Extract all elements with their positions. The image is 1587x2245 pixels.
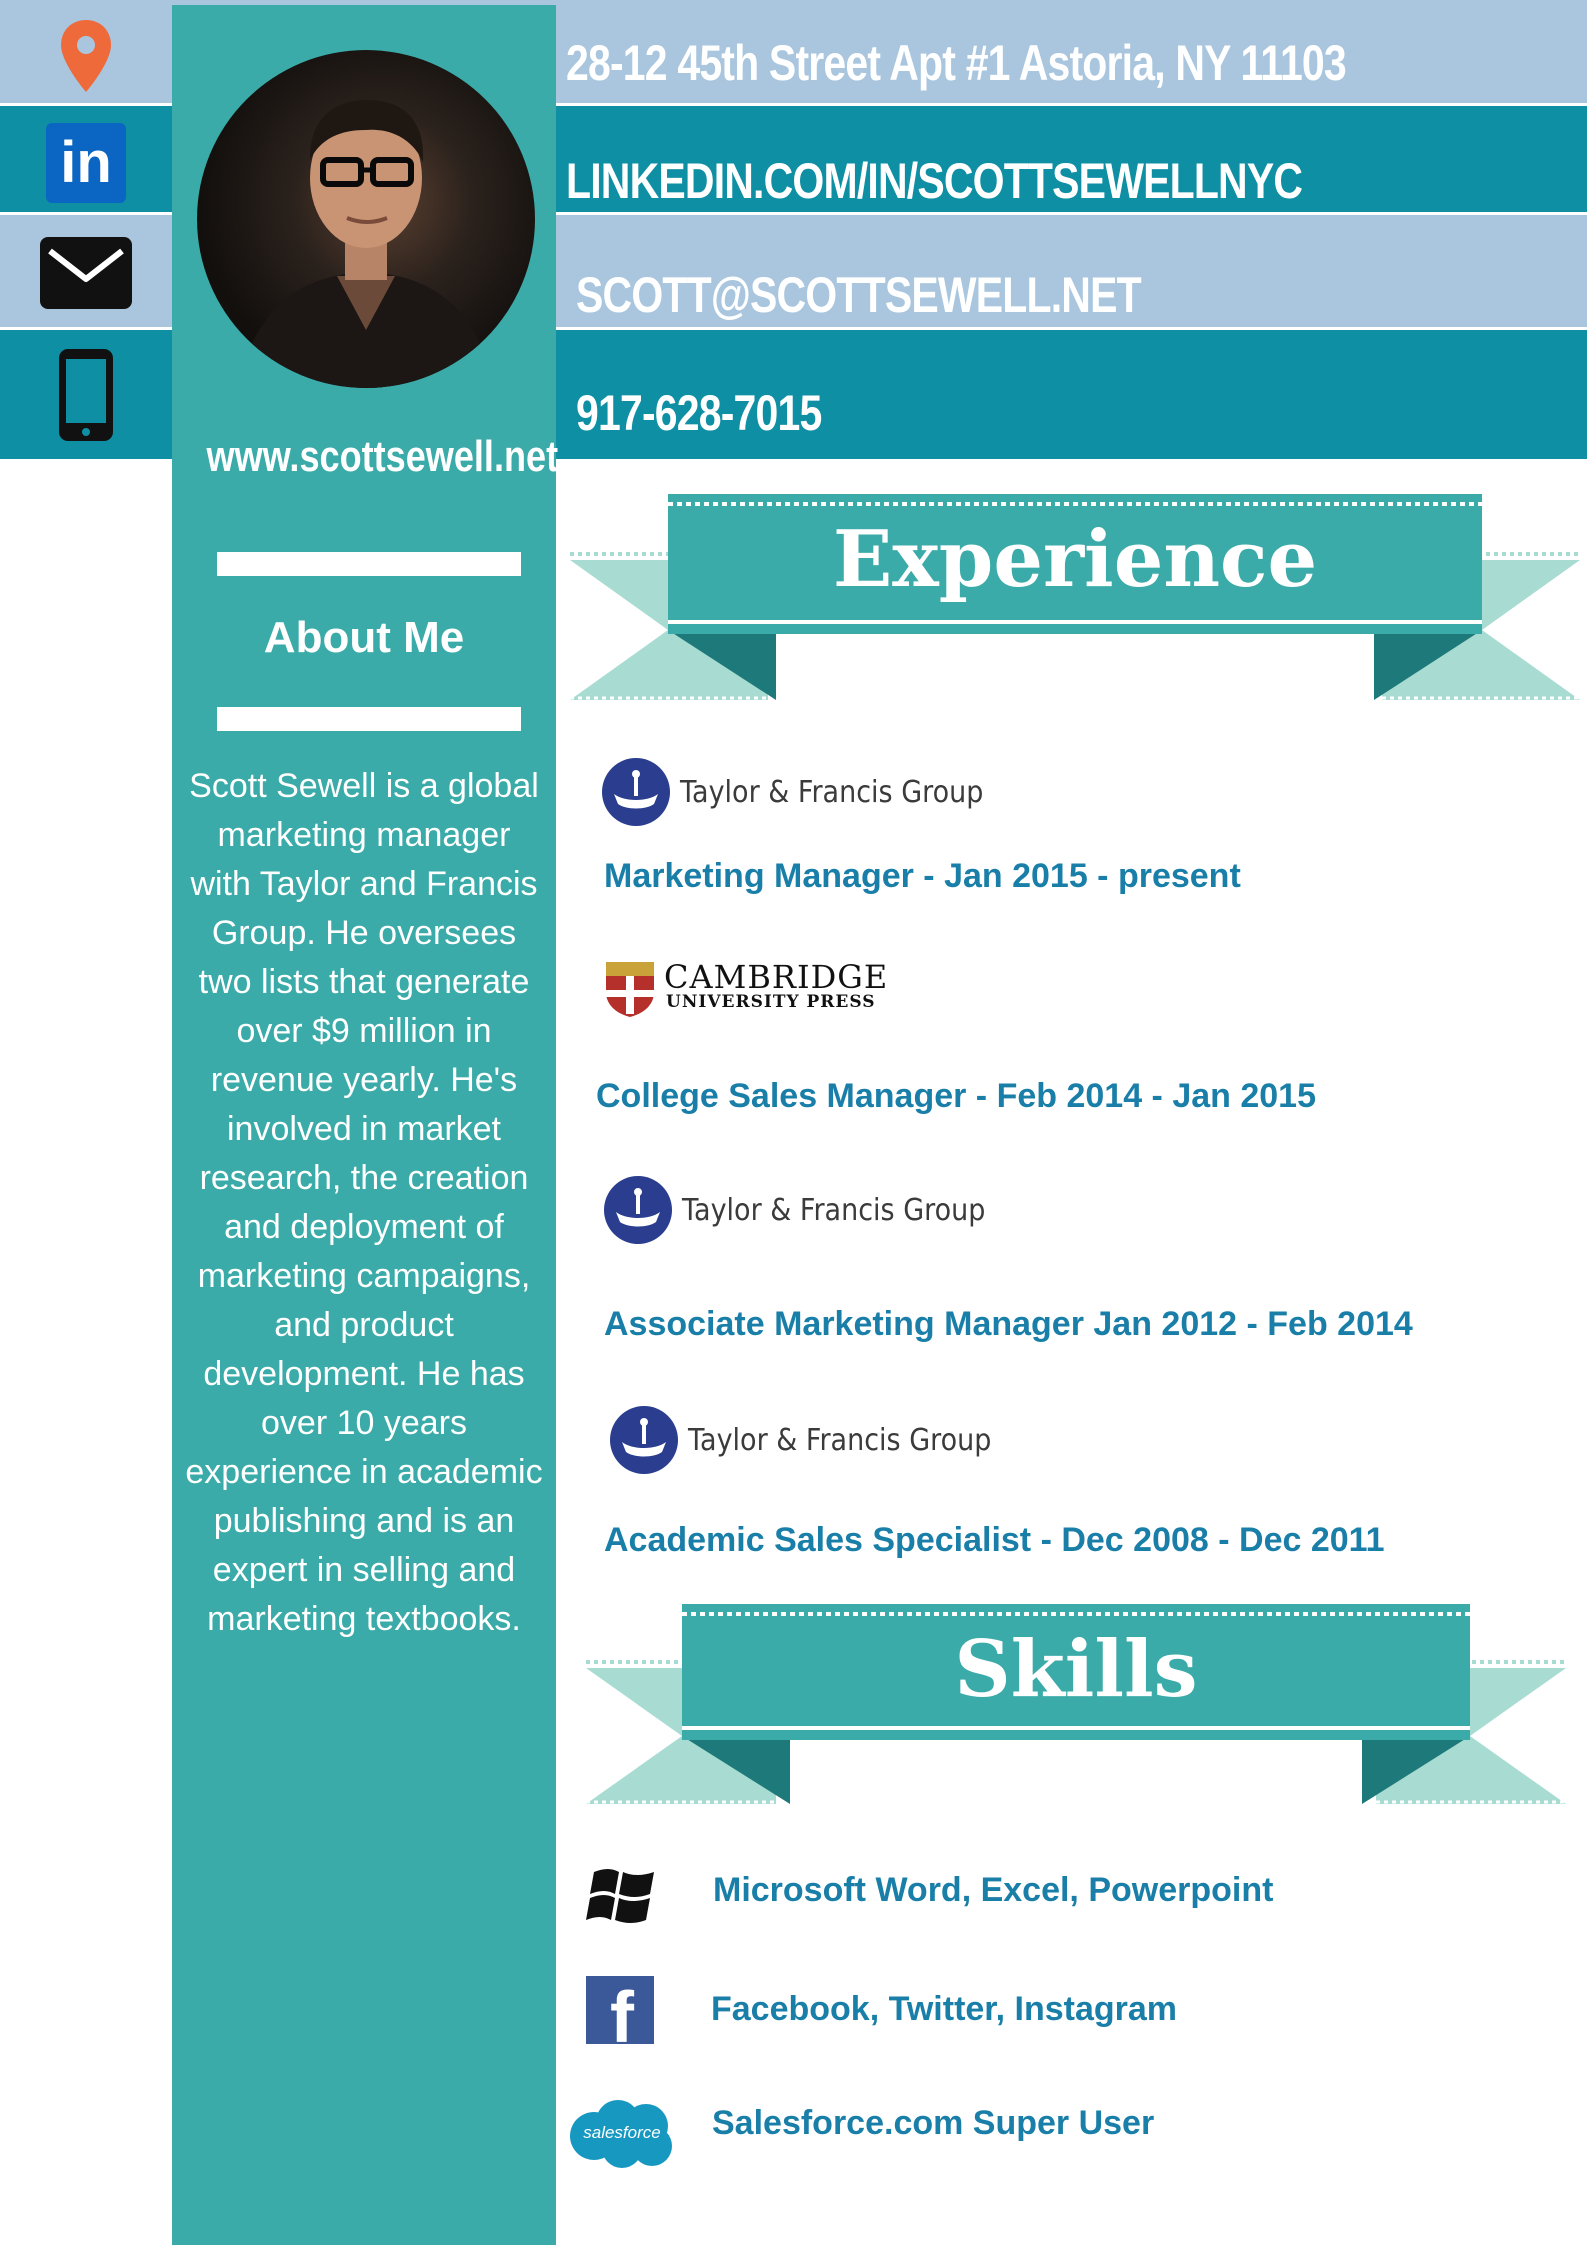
address-text: 28-12 45th Street Apt #1 Astoria, NY 11103 <box>566 35 1346 91</box>
skill-label: Microsoft Word, Excel, Powerpoint <box>713 1871 1274 1909</box>
about-me-heading: About Me <box>263 613 465 662</box>
profile-photo <box>197 50 535 388</box>
company-name: Taylor & Francis Group <box>688 1423 992 1458</box>
cambridge-logo <box>604 960 656 1018</box>
linkedin-link[interactable]: LINKEDIN.COM/IN/SCOTTSEWELLNYC <box>566 153 1303 209</box>
taylor-francis-icon <box>608 1404 680 1476</box>
company-name: Taylor & Francis Group <box>680 775 984 810</box>
location-pin-icon <box>58 18 114 94</box>
skills-heading: Skills <box>954 1624 1198 1715</box>
job-title: Marketing Manager - Jan 2015 - present <box>604 857 1241 895</box>
cambridge-subname: UNIVERSITY PRESS <box>666 992 876 1012</box>
phone-icon-cell <box>0 345 172 445</box>
about-me-text: Scott Sewell is a global marketing manager with Taylor and Francis Group. He oversees two lists that generate over $9 million in revenue yearly. He's involved in market research, the creation and deployment of marketing campaigns, and product development. He has over 10 years experience in academic publishing and is an expert in selling and marketing textbooks. <box>185 767 543 1638</box>
skill-label: Salesforce.com Super User <box>712 2104 1155 2142</box>
linkedin-icon-cell <box>0 122 172 204</box>
cambridge-crest-icon <box>604 960 656 1018</box>
facebook-icon[interactable]: f <box>586 1976 654 2044</box>
skill-label: Facebook, Twitter, Instagram <box>711 1990 1178 2028</box>
job-title: Academic Sales Specialist - Dec 2008 - Dec 2011 <box>604 1521 1385 1559</box>
job-title: College Sales Manager - Feb 2014 - Jan 2015 <box>596 1077 1316 1115</box>
windows-icon <box>586 1864 658 1930</box>
experience-heading: Experience <box>832 514 1318 605</box>
job-title: Associate Marketing Manager Jan 2012 - Feb 2014 <box>604 1305 1413 1343</box>
phone-number[interactable]: 917-628-7015 <box>576 385 822 441</box>
website-link[interactable]: www.scottsewell.net <box>206 432 559 481</box>
envelope-icon[interactable] <box>38 235 134 311</box>
linkedin-icon[interactable]: in <box>46 123 126 203</box>
taylor-francis-icon <box>602 1174 674 1246</box>
company-name: Taylor & Francis Group <box>682 1193 986 1228</box>
mobile-phone-icon[interactable] <box>57 347 115 443</box>
about-divider-top <box>217 552 521 576</box>
salesforce-icon[interactable]: salesforce <box>566 2096 678 2170</box>
location-icon-cell <box>0 14 172 98</box>
taylor-francis-logo <box>600 756 680 828</box>
about-divider-bottom <box>217 707 521 731</box>
email-icon-cell <box>0 232 172 314</box>
taylor-francis-icon <box>600 756 672 828</box>
taylor-francis-logo <box>602 1174 682 1246</box>
cambridge-name: CAMBRIDGE <box>664 958 889 996</box>
taylor-francis-logo <box>608 1404 688 1476</box>
email-link[interactable]: SCOTT@SCOTTSEWELL.NET <box>576 267 1141 323</box>
profile-portrait-graphic <box>197 50 535 388</box>
